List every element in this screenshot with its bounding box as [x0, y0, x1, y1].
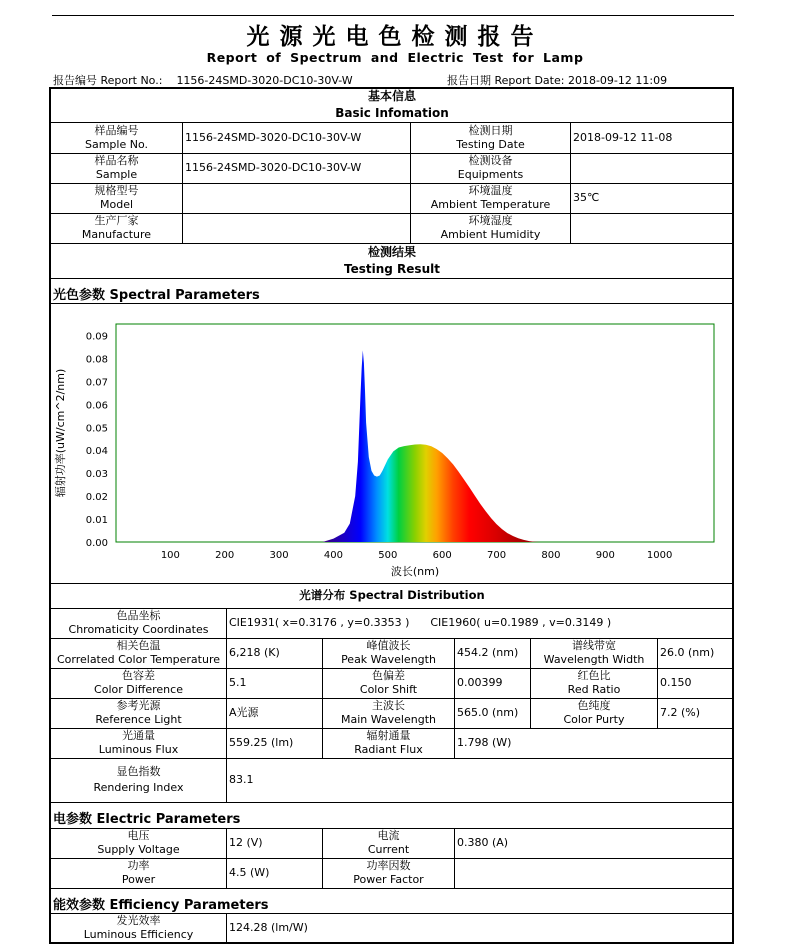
label-en: Manufacture: [81, 228, 152, 241]
label-en: Wavelength Width: [543, 653, 645, 666]
label-en: Model: [99, 198, 134, 211]
basic-title-en: Basic Infomation: [335, 106, 449, 120]
value-color-purity: 7.2 (%): [660, 706, 701, 719]
report-date-label: 报告日期 Report Date:: [447, 74, 565, 87]
label-cn: 功率: [127, 859, 150, 872]
label-power: [51, 858, 226, 888]
label-en: Main Wavelength: [340, 713, 436, 726]
result-title-en: Testing Result: [344, 262, 440, 276]
report-title-cn: 光源光电色检测报告: [246, 23, 544, 50]
basic-title-cn: 基本信息: [367, 89, 416, 103]
label-luminous-flux: [51, 728, 226, 758]
label-en: Correlated Color Temperature: [56, 653, 221, 666]
label-cn: 相关色温: [116, 639, 161, 652]
label-cn: 色品坐标: [116, 609, 161, 622]
top-rule: [52, 15, 734, 16]
heading-cn: 光色参数: [53, 288, 106, 303]
heading-cn: 电参数: [53, 812, 93, 827]
label-en: Color Shift: [359, 683, 418, 696]
x-tick-label: 400: [323, 550, 344, 561]
label-en: Rendering Index: [93, 781, 184, 794]
label-cn: 样品编号: [94, 124, 139, 137]
label-en: Color Purty: [563, 713, 625, 726]
value-cct: 6,218 (K): [229, 646, 280, 659]
value-luminous-flux: 559.25 (lm): [229, 736, 294, 749]
label-en: Red Ratio: [567, 683, 621, 696]
y-tick-label: 0.09: [85, 331, 108, 343]
label-color-difference: [51, 668, 226, 698]
label-cn: 环境湿度: [468, 214, 513, 227]
value-peak-wavelength: 454.2 (nm): [457, 646, 519, 659]
label-manufacture: [51, 213, 182, 243]
label-cn: 检测日期: [468, 124, 513, 137]
rule: [51, 278, 733, 279]
label-en: Testing Date: [456, 138, 525, 151]
label-en: Supply Voltage: [97, 843, 180, 856]
spectral-heading: [53, 284, 260, 303]
x-tick-label: 700: [486, 550, 507, 561]
label-en: Sample: [95, 168, 138, 181]
label-cn: 主波长: [372, 699, 405, 712]
label-ambient-humidity: [411, 213, 570, 243]
label-cn: 峰值波长: [366, 639, 411, 652]
x-tick-label: 300: [269, 550, 289, 561]
label-en: Current: [367, 843, 410, 856]
value-power: 4.5 (W): [229, 866, 270, 879]
label-equipments: [411, 153, 570, 183]
value-reference-light: A光源: [229, 706, 259, 719]
x-tick-label: 100: [160, 550, 180, 561]
label-en: Luminous Flux: [98, 743, 179, 756]
report-no: [53, 72, 353, 88]
label-sample-no: [51, 123, 182, 153]
label-en: Power Factor: [353, 873, 424, 886]
label-peak-wavelength: [323, 638, 454, 668]
efficiency-heading: [53, 894, 269, 913]
label-rendering-index: [51, 758, 226, 802]
label-cn: 谱线带宽: [572, 639, 616, 652]
spectrum-chart: [51, 304, 733, 583]
rule: [226, 608, 227, 802]
value-ambient-temp: 35℃: [573, 191, 600, 204]
rule: [182, 122, 183, 243]
y-tick-label: 0.07: [85, 377, 108, 389]
label-cn: 电压: [127, 829, 150, 842]
rule: [51, 888, 733, 889]
value-chromaticity: CIE1931( x=0.3176 , y=0.3353 ) CIE1960( u=0.1989 , v=0.3149 ): [229, 616, 612, 629]
x-tick-label: 200: [215, 550, 235, 561]
heading-en: Spectral Parameters: [109, 288, 260, 303]
y-tick-label: 0.02: [85, 492, 108, 504]
label-en: Ambient Humidity: [440, 228, 541, 241]
y-tick-label: 0.08: [85, 354, 108, 366]
rule: [226, 828, 227, 888]
value-color-shift: 0.00399: [457, 676, 503, 689]
label-cn: 参考光源: [116, 699, 161, 712]
report-date: [447, 72, 667, 88]
label-power-factor: [323, 858, 454, 888]
label-cct: [51, 638, 226, 668]
value-supply-voltage: 12 (V): [229, 836, 263, 849]
label-cn: 色容差: [122, 669, 155, 682]
label-en: Radiant Flux: [354, 743, 423, 756]
y-tick-label: 0.01: [85, 515, 108, 527]
label-luminous-efficiency: [51, 913, 226, 943]
label-cn: 检测设备: [468, 154, 513, 167]
x-tick-label: 800: [541, 550, 561, 561]
rule: [51, 583, 733, 584]
report-date-value: 2018-09-12 11:09: [567, 74, 668, 87]
y-tick-label: 0.06: [85, 400, 108, 412]
label-en: Peak Wavelength: [341, 653, 436, 666]
label-color-shift: [323, 668, 454, 698]
label-cn: 色偏差: [372, 669, 405, 682]
label-main-wavelength: [323, 698, 454, 728]
label-en: Ambient Temperature: [430, 198, 551, 211]
value-rendering-index: 83.1: [229, 773, 254, 786]
spectrum-curve: [323, 350, 540, 542]
y-axis: [86, 331, 108, 549]
value-radiant-flux: 1.798 (W): [457, 736, 512, 749]
x-axis-label: 波长(nm): [390, 565, 440, 578]
label-supply-voltage: [51, 828, 226, 858]
label-cn: 辐射通量: [366, 729, 411, 742]
x-axis: [161, 550, 673, 561]
label-cn: 环境温度: [468, 184, 513, 197]
report-no-value: 1156-24SMD-3020-DC10-30V-W: [176, 74, 353, 87]
y-tick-label: 0.00: [85, 538, 108, 549]
heading-en: Efficiency Parameters: [109, 898, 269, 913]
rule: [570, 122, 571, 243]
label-cn: 规格型号: [94, 184, 139, 197]
rule: [454, 828, 455, 888]
heading-cn: 能效参数: [53, 898, 106, 913]
heading-en: Electric Parameters: [96, 812, 241, 827]
value-luminous-efficiency: 124.28 (lm/W): [229, 921, 308, 934]
label-en: Reference Light: [95, 713, 182, 726]
value-current: 0.380 (A): [457, 836, 509, 849]
label-en: Equipments: [457, 168, 524, 181]
label-cn: 生产厂家: [94, 214, 139, 227]
rule: [657, 638, 658, 728]
electric-heading: [53, 808, 240, 827]
value-color-difference: 5.1: [229, 676, 247, 689]
x-tick-label: 1000: [646, 550, 673, 561]
x-tick-label: 900: [595, 550, 615, 561]
label-red-ratio: [531, 668, 657, 698]
value-testing-date: 2018-09-12 11-08: [573, 131, 673, 144]
label-reference-light: [51, 698, 226, 728]
x-tick-label: 500: [378, 550, 398, 561]
value-red-ratio: 0.150: [660, 676, 692, 689]
result-title-cn: 检测结果: [367, 245, 416, 259]
label-color-purity: [531, 698, 657, 728]
y-tick-label: 0.03: [85, 469, 108, 481]
value-sample-no: 1156-24SMD-3020-DC10-30V-W: [185, 131, 362, 144]
rule: [226, 913, 227, 943]
rule: [51, 802, 733, 803]
distribution-title: 光谱分布 Spectral Distribution: [299, 588, 485, 602]
label-cn: 样品名称: [94, 154, 139, 167]
label-cn: 红色比: [577, 669, 611, 682]
report-no-label: 报告编号 Report No.:: [53, 74, 163, 87]
label-cn: 电流: [377, 829, 400, 842]
label-cn: 功率因数: [366, 859, 411, 872]
report-title-en: Report of Spectrum and Electric Test for Lamp: [206, 50, 584, 65]
x-tick-label: 600: [432, 550, 452, 561]
label-en: Sample No.: [84, 138, 148, 151]
y-tick-label: 0.05: [85, 423, 108, 435]
rule: [51, 243, 733, 244]
label-chromaticity: [51, 608, 226, 638]
label-cn: 色纯度: [577, 699, 611, 712]
label-en: Luminous Efficiency: [83, 928, 194, 941]
label-radiant-flux: [323, 728, 454, 758]
label-sample: [51, 153, 182, 183]
label-en: Power: [121, 873, 156, 886]
label-en: Color Difference: [94, 683, 183, 696]
y-axis-label: 辐射功率(uW/cm^2/nm): [54, 368, 67, 498]
label-model: [51, 183, 182, 213]
value-sample: 1156-24SMD-3020-DC10-30V-W: [185, 161, 362, 174]
rule: [454, 638, 455, 758]
label-cn: 显色指数: [116, 765, 161, 778]
value-wavelength-width: 26.0 (nm): [660, 646, 715, 659]
label-cn: 发光效率: [116, 914, 161, 927]
label-en: Chromaticity Coordinates: [68, 623, 209, 636]
label-cn: 光通量: [122, 729, 155, 742]
label-current: [323, 828, 454, 858]
y-tick-label: 0.04: [85, 446, 108, 458]
label-wavelength-width: [531, 638, 657, 668]
label-testing-date: [411, 123, 570, 153]
label-ambient-temp: [411, 183, 570, 213]
value-main-wavelength: 565.0 (nm): [457, 706, 519, 719]
